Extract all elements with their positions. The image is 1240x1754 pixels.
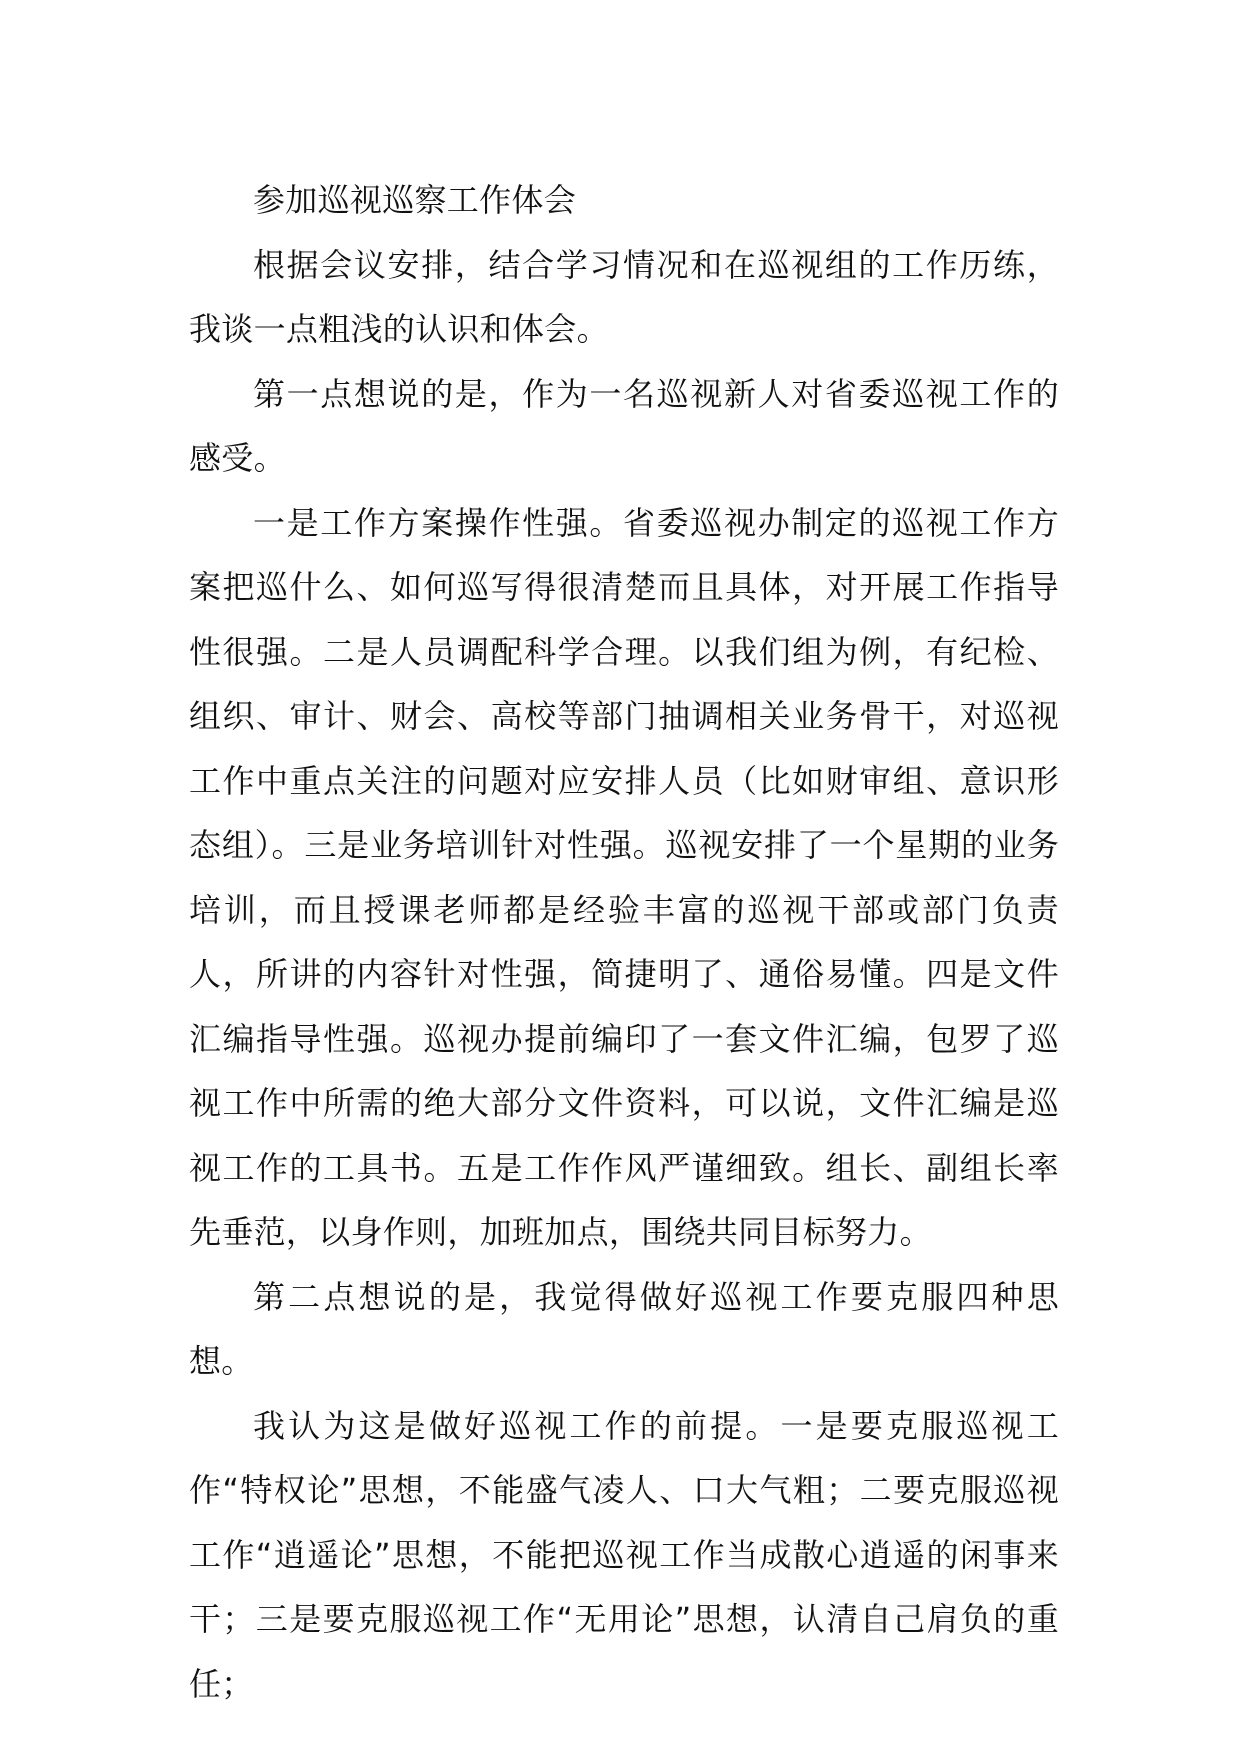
- paragraph-3: 一是工作方案操作性强。省委巡视办制定的巡视工作方案把巡什么、如何巡写得很清楚而且具体，对开展工作指导性很强。二是人员调配科学合理。以我们组为例，有纪检、组织、审计、财会、高校等部门抽调相关业务骨干，对巡视工作中重点关注的问题对应安排人员（比如财审组、意识形态组）。三是业务培训针对性强。巡视安排了一个星期的业务培训，而且授课老师都是经验丰富的巡视干部或部门负责人，所讲的内容针对性强，简捷明了、通俗易懂。四是文件汇编指导性强。巡视办提前编印了一套文件汇编，包罗了巡视工作中所需的绝大部分文件资料，可以说，文件汇编是巡视工作的工具书。五是工作作风严谨细致。组长、副组长率先垂范，以身作则，加班加点，围绕共同目标努力。: [189, 503, 1059, 1251]
- document-body: [189, 168, 1059, 1716]
- paragraph-1: 根据会议安排，结合学习情况和在巡视组的工作历练，我谈一点粗浅的认识和体会。: [189, 245, 1059, 348]
- paragraph-4: 第二点想说的是，我觉得做好巡视工作要克服四种思想。: [189, 1277, 1059, 1380]
- paragraph-2: 第一点想说的是，作为一名巡视新人对省委巡视工作的感受。: [189, 374, 1059, 477]
- paragraph-5: 我认为这是做好巡视工作的前提。一是要克服巡视工作“特权论”思想，不能盛气凌人、口大气粗；二要克服巡视工作“逍遥论”思想，不能把巡视工作当成散心逍遥的闲事来干；三是要克服巡视工作“无用论”思想，认清自己肩负的重任；: [189, 1406, 1059, 1703]
- document-title: 参加巡视巡察工作体会: [253, 181, 577, 219]
